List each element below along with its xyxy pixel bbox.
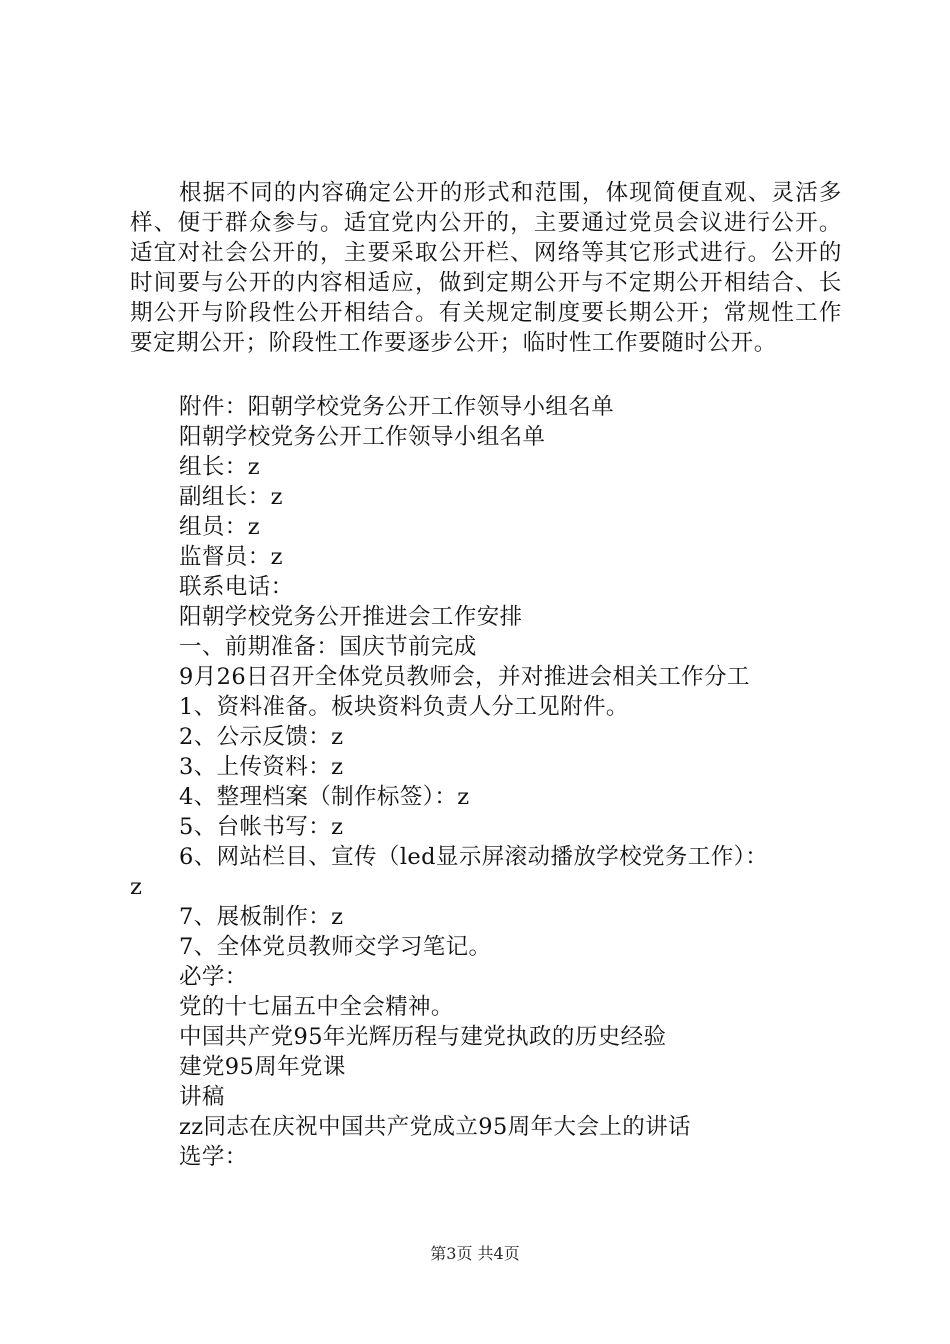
study-item-3: 建党95周年党课 xyxy=(179,1054,346,1080)
task-item-4: 4、整理档案（制作标签）：z xyxy=(179,784,470,810)
required-study-heading: 必学： xyxy=(179,964,248,990)
page-footer: 第3页 共4页 xyxy=(430,1244,520,1263)
task-item-7: 7、展板制作：z xyxy=(179,904,344,930)
task-item-6: 6、网站栏目、宣传（led显示屏滚动播放学校党务工作）： xyxy=(179,844,769,870)
intro-paragraph: 根据不同的内容确定公开的形式和范围，体现简便直观、灵活多样、便于群众参与。适宜党内公开的，主要通过党员会议进行公开。适宜对社会公开的，主要采取公开栏、网络等其它形式进行。公开的时间要与公开的内容相适应，做到定期公开与不定期公开相结合、长期公开与阶段性公开相结合。有关规定制度要长期公开；常规性工作要定期公开；阶段性工作要逐步公开；临时性工作要随时公开。 xyxy=(130,180,842,356)
leader-line: 组长：z xyxy=(179,454,260,480)
task-item-1: 1、资料准备。板块资料负责人分工见附件。 xyxy=(179,694,629,720)
phone-line: 联系电话： xyxy=(179,574,294,600)
task-item-6-continuation: z xyxy=(130,874,142,900)
attachment-line: 附件：阳朝学校党务公开工作领导小组名单 xyxy=(179,394,615,420)
task-item-5: 5、台帐书写：z xyxy=(179,814,344,840)
study-item-4: zz同志在庆祝中国共产党成立95周年大会上的讲话 xyxy=(179,1114,691,1140)
study-item-1: 党的十七届五中全会精神。 xyxy=(179,994,454,1020)
section-heading: 一、前期准备：国庆节前完成 xyxy=(179,634,477,660)
meeting-line: 9月26日召开全体党员教师会，并对推进会相关工作分工 xyxy=(179,664,750,690)
member-line: 组员：z xyxy=(179,514,260,540)
deputy-leader-line: 副组长：z xyxy=(179,484,283,510)
study-item-3-cont: 讲稿 xyxy=(179,1084,225,1110)
task-item-2: 2、公示反馈：z xyxy=(179,724,344,750)
work-plan-title: 阳朝学校党务公开推进会工作安排 xyxy=(179,604,523,630)
elective-study-heading: 选学： xyxy=(179,1144,248,1170)
task-item-3: 3、上传资料：z xyxy=(179,754,344,780)
task-item-7b: 7、全体党员教师交学习笔记。 xyxy=(179,934,492,960)
study-item-2: 中国共产党95年光辉历程与建党执政的历史经验 xyxy=(179,1024,667,1050)
group-list-title: 阳朝学校党务公开工作领导小组名单 xyxy=(179,424,546,450)
supervisor-line: 监督员：z xyxy=(179,544,283,570)
